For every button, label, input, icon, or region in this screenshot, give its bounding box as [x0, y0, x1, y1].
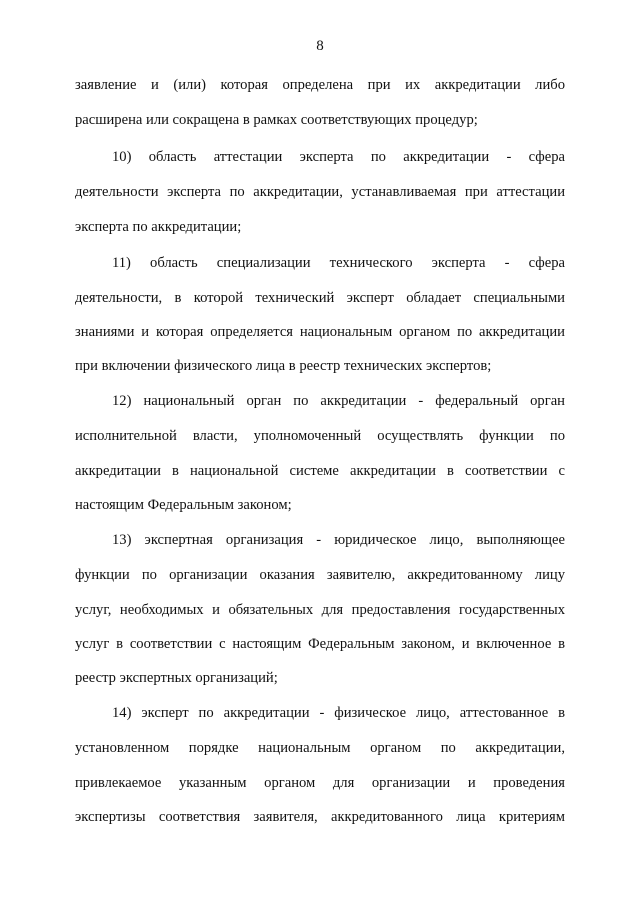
text-line: деятельности эксперта по аккредитации, устанавливаемая при аттестации	[75, 184, 565, 200]
text-line: услуг, необходимых и обязательных для предоставления государственных	[75, 602, 565, 618]
text-line: услуг в соответствии с настоящим Федеральным законом, и включенное в	[75, 636, 565, 652]
paragraph-13-first-line: 13) экспертная организация - юридическое лицо, выполняющее	[112, 532, 565, 548]
text-line: аккредитации в национальной системе аккредитации в соответствии с	[75, 463, 565, 479]
text-line: при включении физического лица в реестр технических экспертов;	[75, 358, 492, 374]
paragraph-11-first-line: 11) область специализации технического эксперта - сфера	[112, 255, 565, 271]
text-line: реестр экспертных организаций;	[75, 670, 278, 686]
text-line: установленном порядке национальным органом по аккредитации,	[75, 740, 565, 756]
paragraph-10-first-line: 10) область аттестации эксперта по аккредитации - сфера	[112, 149, 565, 165]
text-line: исполнительной власти, уполномоченный осуществлять функции по	[75, 428, 565, 444]
text-line: расширена или сокращена в рамках соответствующих процедур;	[75, 112, 478, 128]
text-line: деятельности, в которой технический эксперт обладает специальными	[75, 290, 565, 306]
text-line: функции по организации оказания заявителю, аккредитованному лицу	[75, 567, 565, 583]
text-line: настоящим Федеральным законом;	[75, 497, 292, 513]
paragraph-12-first-line: 12) национальный орган по аккредитации - федеральный орган	[112, 393, 565, 409]
text-line: привлекаемое указанным органом для организации и проведения	[75, 775, 565, 791]
text-line: экспертизы соответствия заявителя, аккредитованного лица критериям	[75, 809, 565, 825]
text-line: эксперта по аккредитации;	[75, 219, 242, 235]
text-line: заявление и (или) которая определена при их аккредитации либо	[75, 77, 565, 93]
text-line: знаниями и которая определяется национальным органом по аккредитации	[75, 324, 565, 340]
paragraph-14-first-line: 14) эксперт по аккредитации - физическое лицо, аттестованное в	[112, 705, 565, 721]
page-number: 8	[316, 38, 324, 54]
